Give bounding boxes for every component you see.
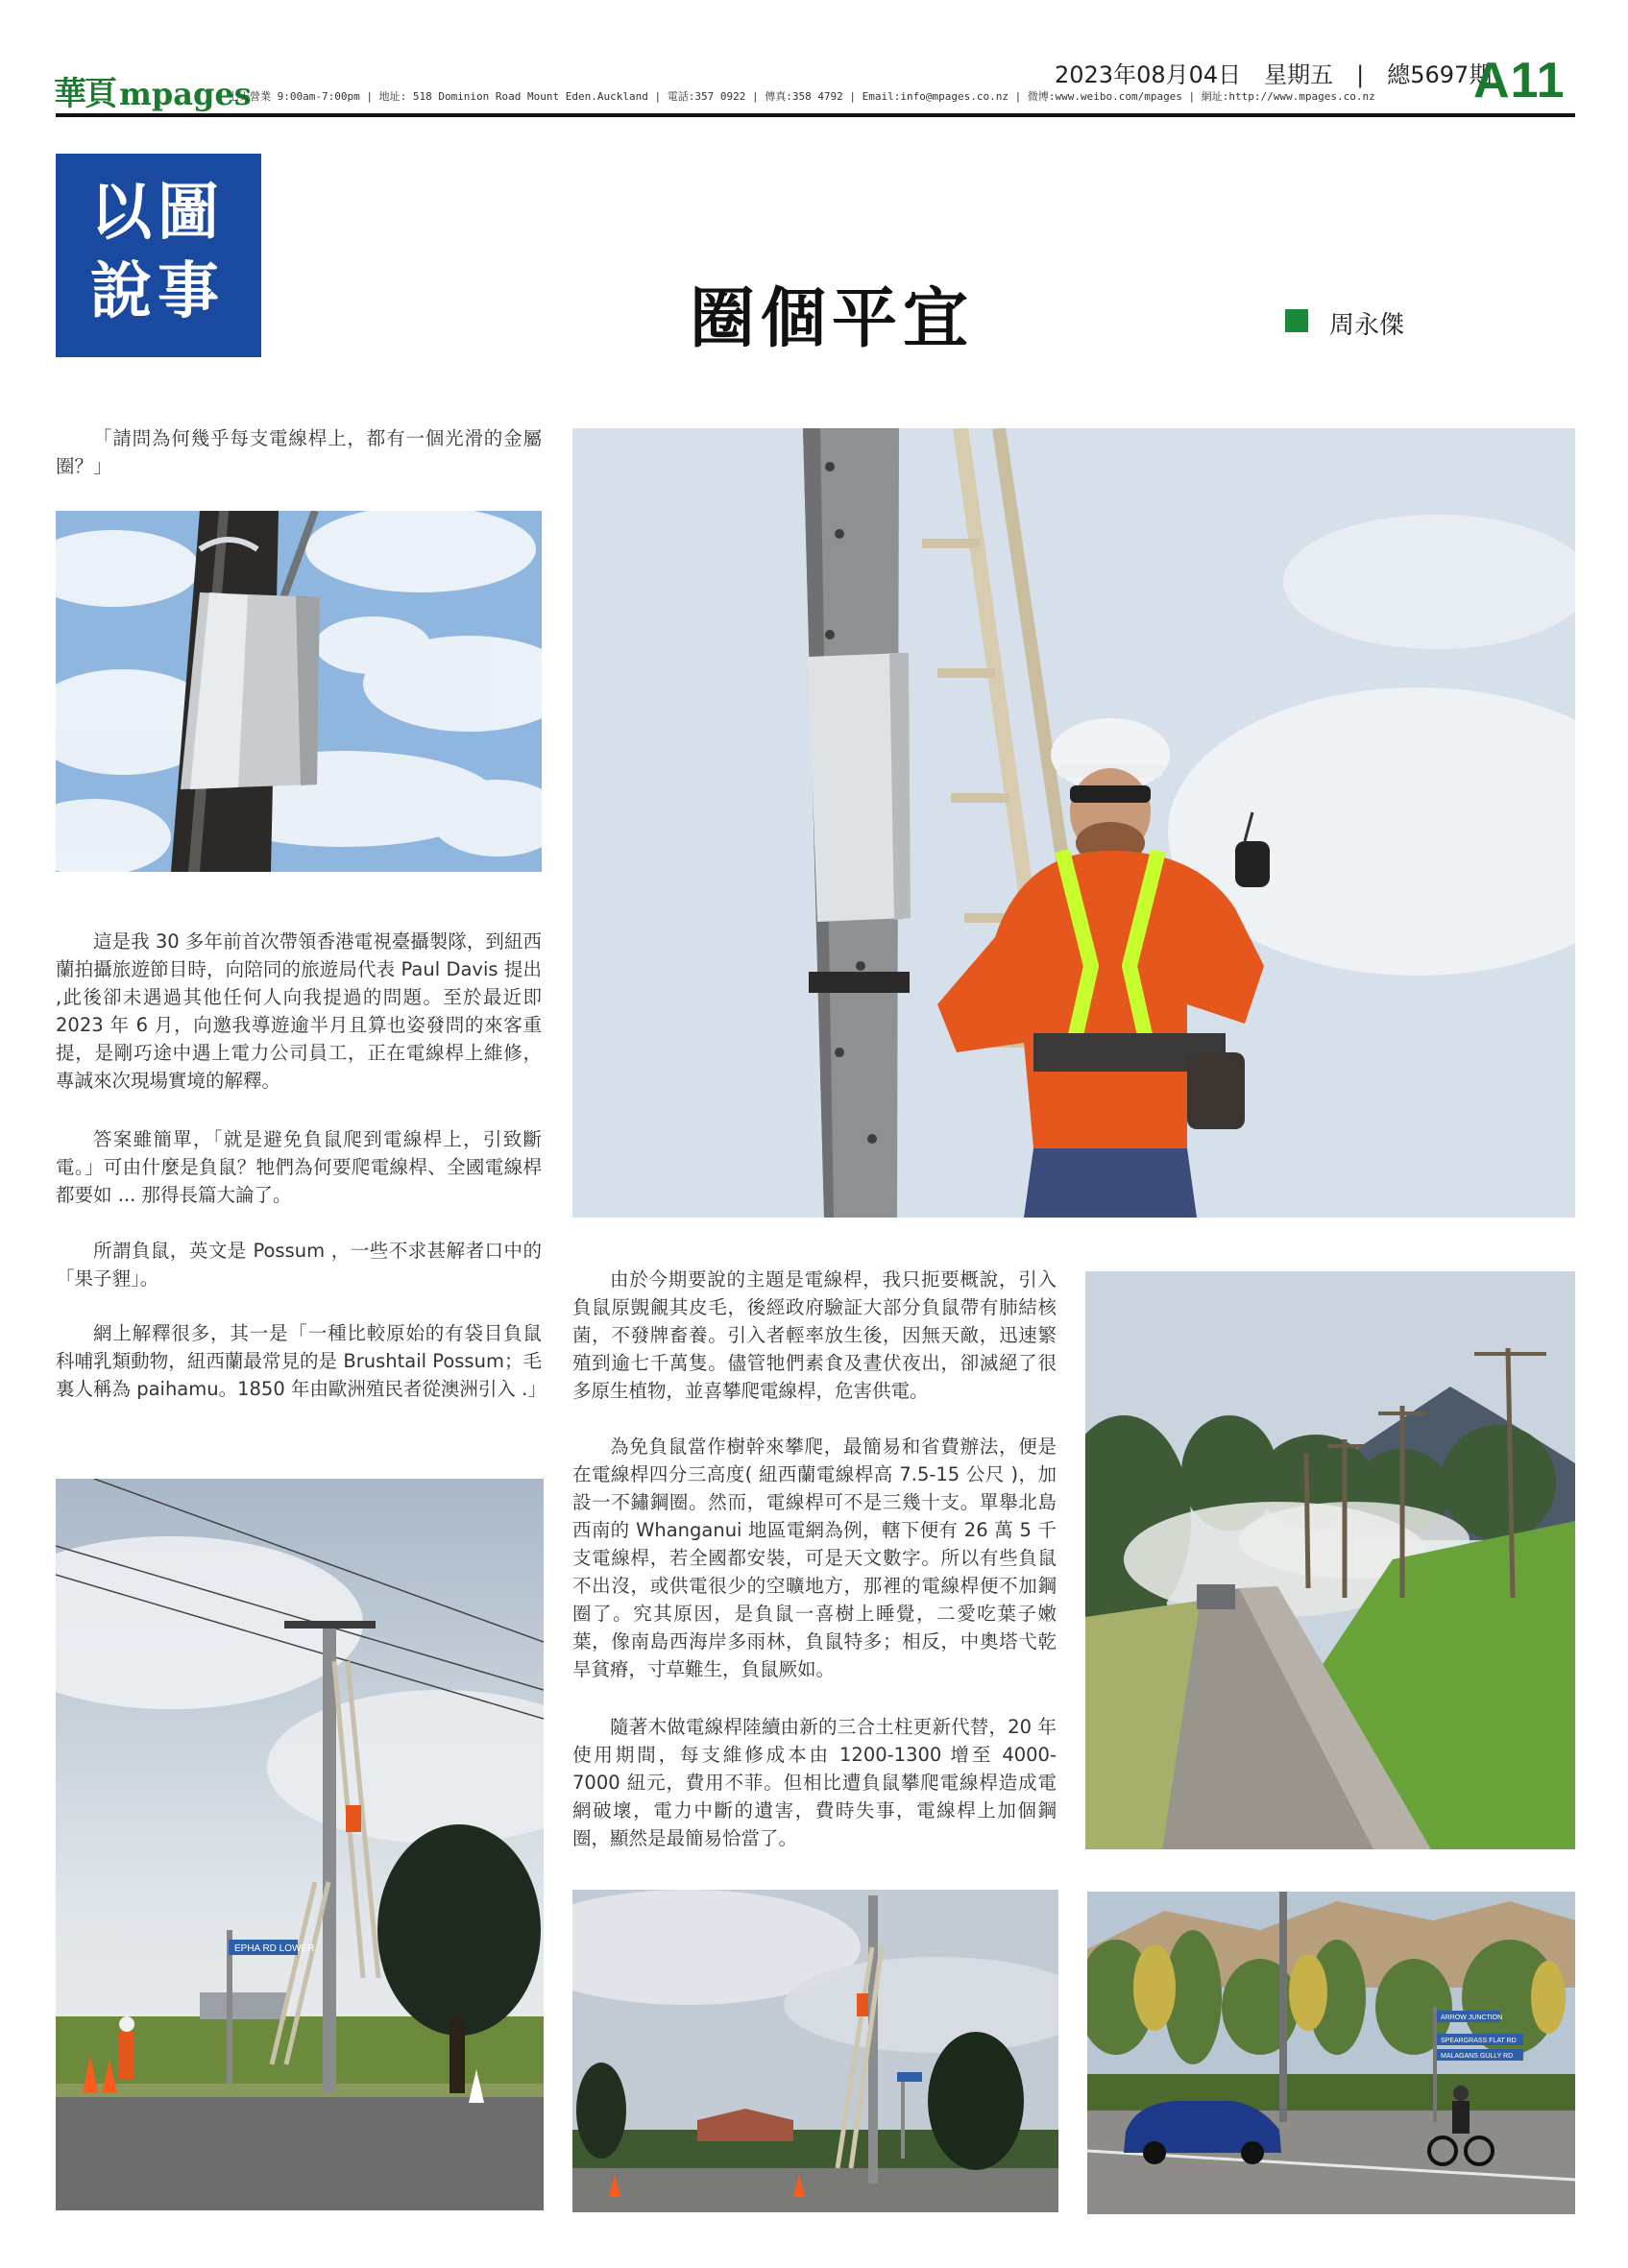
author-marker: [1285, 309, 1308, 332]
photo-junction-car-cyclist: [1087, 1892, 1575, 2214]
article-paragraph: 這是我 30 多年前首次帶領香港電視臺攝製隊，到紐西蘭拍攝旅遊節目時，向陪同的旅遊局代表 Paul Davis 提出 ,此後卻未遇過其他任何人向我提過的問題。至於最近即 2023 年 6 月，向邀我導遊逾半月且算也姿發問的來客重提，是剛巧途中遇上電力公司員工，正在電線桿上維修，專誠來次現場實境的解釋。: [56, 930, 542, 1092]
column-label-line1: 以圖: [90, 178, 225, 249]
page-number: A11: [1473, 53, 1566, 109]
photo-pole-metal-ring: [56, 511, 542, 872]
article-paragraph: 所謂負鼠，英文是 Possum ，一些不求甚解者口中的「果子貍」。: [56, 1240, 542, 1290]
brand-logo-cn: 華頁: [54, 75, 115, 113]
photo-worker-on-ladder: [572, 428, 1575, 1218]
brand-logo-en: mpages: [119, 76, 252, 112]
road-sign-label: EPHA RD LOWER: [234, 1943, 315, 1954]
article-paragraph: 隨著木做電線桿陸續由新的三合土柱更新代替，20 年使用期間，每支維修成本由 1200-1300 增至 4000-7000 紐元，費用不菲。但相比遭負鼠攀爬電線桿造成電網破壞，電力中斷的遺害，費時失事，電線桿上加個鋼圈，顯然是最簡易恰當了。: [572, 1716, 1057, 1849]
article-title: 圈個平宜: [690, 280, 975, 357]
author-name: 周永傑: [1329, 311, 1405, 340]
column-label-line2: 說事: [90, 256, 225, 327]
road-sign-label: ARROW JUNCTION: [1441, 2015, 1503, 2021]
brand-logo: [54, 67, 252, 114]
article-paragraph: 答案雖簡單，「就是避免負鼠爬到電線桿上，引致斷電。」可由什麼是負鼠？牠們為何要爬電線桿、全國電線桿都要如 ... 那得長篇大論了。: [56, 1128, 542, 1206]
column-label-box: [56, 154, 261, 357]
header-rule: [56, 113, 1575, 117]
article-paragraph: 為免負鼠當作樹幹來攀爬，最簡易和省費辦法，便是在電線桿四分三高度( 紐西蘭電線桿高 7.5-15 公尺 )，加設一不鏽鋼圈。然而，電線桿可不是三幾十支。單舉北島西南的 Whanganui 地區電網為例，轄下便有 26 萬 5 千支電線桿，若全國都安裝，可是天文數字。所以有些負鼠不出沒，或供電很少的空曠地方，那裡的電線桿便不加鋼圈了。究其原因，是負鼠一喜樹上睡覺，二愛吃葉子嫩葉，像南島西海岸多雨林，負鼠特多；相反，中奧塔弋乾旱貧瘠，寸草難生，負鼠厥如。: [572, 1436, 1057, 1680]
article-paragraph: 網上解釋很多，其一是「一種比較原始的有袋目負鼠科哺乳類動物，紐西蘭最常見的是 Brushtail Possum；毛裏人稱為 paihamu。1850 年由歐洲殖民者從澳洲引入 .」: [56, 1322, 547, 1400]
road-sign-label: MALAGANS GULLY RD: [1441, 2053, 1514, 2060]
photo-gravel-road-poles: [1085, 1271, 1575, 1849]
photo-pole-roadside: [56, 1479, 544, 2210]
issue-date: 2023年08月04日 星期五 | 總5697期: [1055, 61, 1493, 88]
road-sign-label: SPEARGRASS FLAT RD: [1441, 2038, 1517, 2044]
contact-info-line: 七天營業 9:00am-7:00pm | 地址: 518 Dominion Road Mount Eden.Auckland | 電話:357 0922 | 傳真:358 4792 | Email:info@mpages.co.nz | 微博:www.weibo.com/mpages | 網址:http://www.mpages.co.nz: [229, 90, 1375, 103]
article-paragraph: 「請問為何幾乎每支電線桿上，都有一個光滑的金屬圈？」: [56, 427, 542, 477]
photo-pole-worker-tree: [572, 1890, 1058, 2212]
article-paragraph: 由於今期要說的主題是電線桿，我只扼要概說，引入負鼠原覬覦其皮毛，後經政府驗証大部分負鼠帶有肺結核菌，不發牌畜養。引入者輕率放生後，因無天敵，迅速繁殖到逾七千萬隻。儘管牠們素食及晝伏夜出，卻滅絕了很多原生植物，並喜攀爬電線桿，危害供電。: [572, 1268, 1057, 1402]
